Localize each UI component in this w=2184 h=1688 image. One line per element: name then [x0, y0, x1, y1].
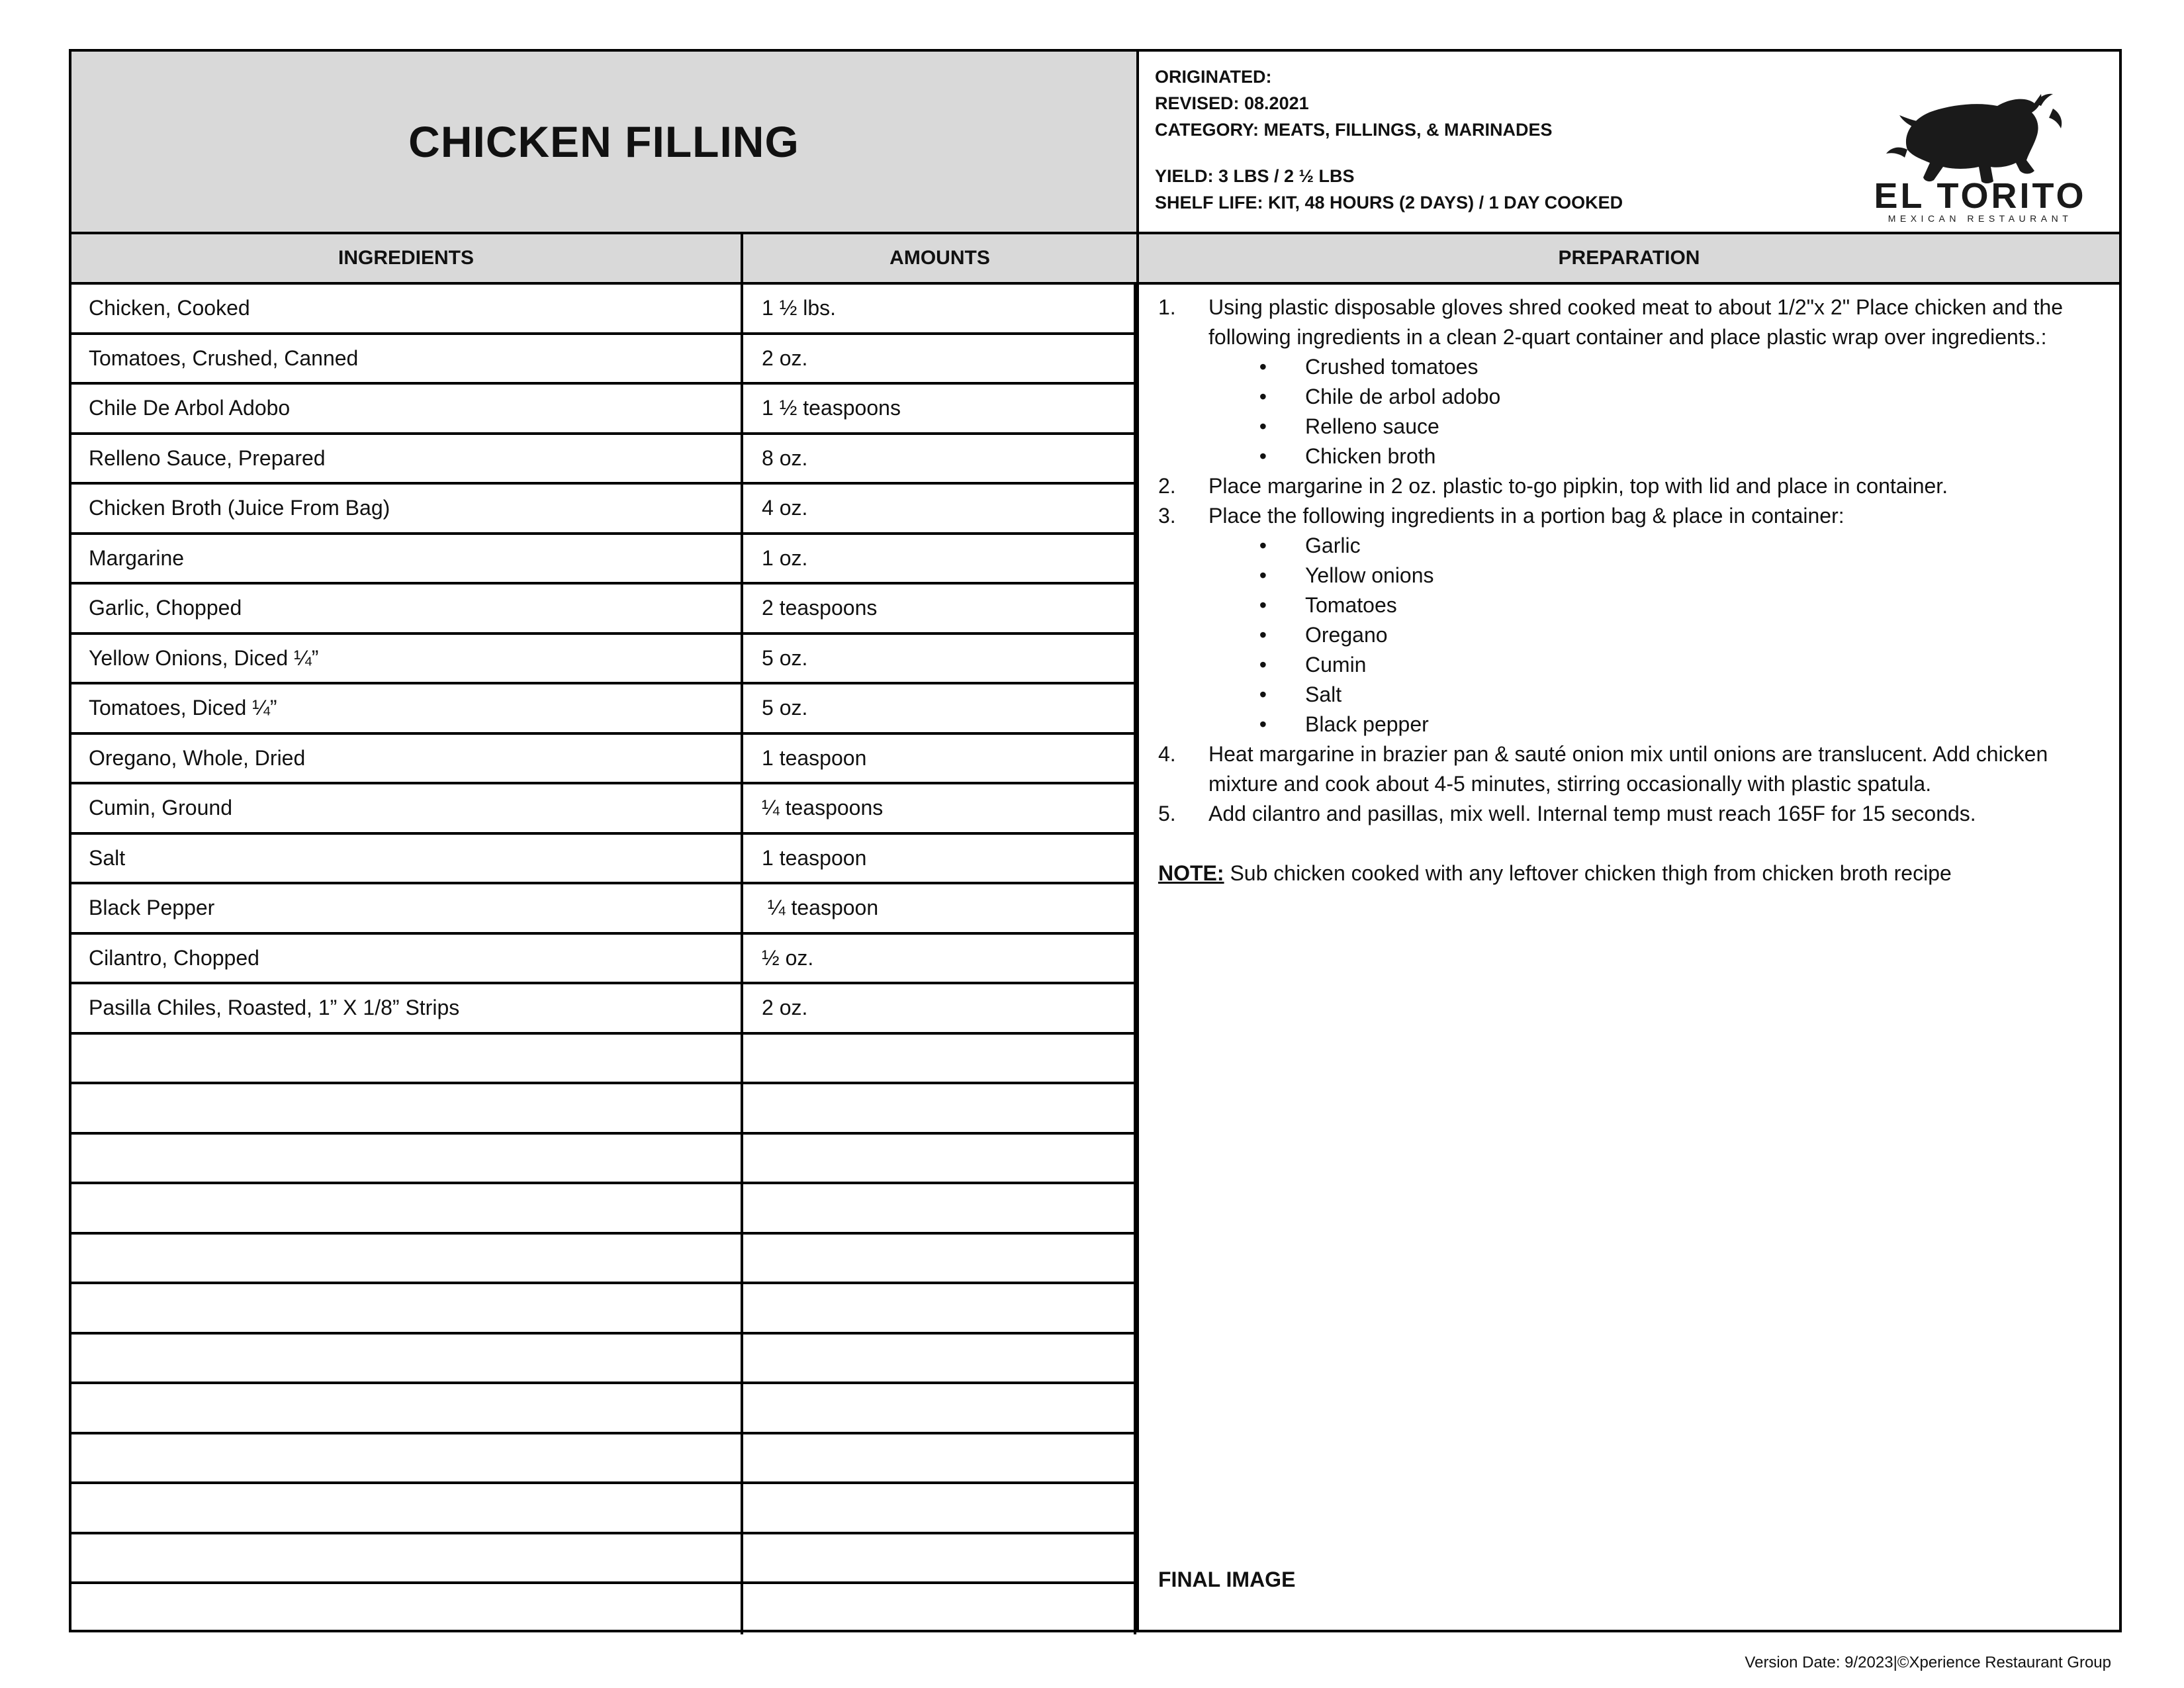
prep-step [1158, 799, 2105, 829]
ingredient-name: Chicken, Cooked [71, 285, 743, 332]
ingredient-name [71, 1135, 743, 1182]
table-row-empty [71, 1384, 1139, 1434]
ingredient-name: Black Pepper [71, 884, 743, 932]
ingredient-name: Yellow Onions, Diced ¼” [71, 635, 743, 682]
ingredient-name: Pasilla Chiles, Roasted, 1” X 1/8” Strips [71, 984, 743, 1032]
ingredient-name: Cilantro, Chopped [71, 935, 743, 982]
ingredient-name: Tomatoes, Crushed, Canned [71, 335, 743, 383]
logo-wordmark: EL TORITO [1874, 176, 2087, 216]
table-row [71, 385, 1139, 435]
bullet-text: Cumin [1305, 653, 1367, 677]
table-row-empty [71, 1284, 1139, 1335]
bullet-icon: • [1259, 593, 1267, 617]
title-cell [71, 52, 1139, 234]
bullet-icon: • [1259, 414, 1267, 438]
bullet-text: Garlic [1305, 534, 1361, 557]
ingredient-name: Oregano, Whole, Dried [71, 735, 743, 782]
ingredient-name: Chicken Broth (Juice From Bag) [71, 485, 743, 532]
step-number: 1. [1158, 295, 1176, 319]
ingredient-name [71, 1284, 743, 1332]
ingredient-name [71, 1184, 743, 1232]
ingredient-amount: ½ oz. [743, 935, 1136, 982]
ingredient-name [71, 1084, 743, 1132]
ingredient-name [71, 1384, 743, 1432]
bullet-icon: • [1259, 534, 1267, 557]
ingredient-name [71, 1584, 743, 1634]
step-text: Using plastic disposable gloves shred cooked meat to about 1/2"x 2" Place chicken and the following ingredients in a clean 2-quart container and place plastic wrap over ingredients.: [1208, 295, 2064, 349]
table-row-empty [71, 1335, 1139, 1385]
ingredient-table [71, 285, 1139, 1634]
info-cell [1139, 52, 2119, 234]
ingredient-amount [743, 1084, 1136, 1132]
yield: YIELD: 3 LBS / 2 ½ LBS [1155, 166, 1355, 186]
bullet-icon: • [1259, 385, 1267, 408]
list-item [1158, 710, 2105, 739]
ingredient-amount [743, 1484, 1136, 1532]
bullet-text: Chile de arbol adobo [1305, 385, 1501, 408]
table-row [71, 784, 1139, 835]
table-row-empty [71, 1184, 1139, 1235]
note-text: Sub chicken cooked with any leftover chicken thigh from chicken broth recipe [1224, 861, 1952, 885]
table-row [71, 485, 1139, 535]
ingredient-amount [743, 1384, 1136, 1432]
ingredient-amount [743, 1284, 1136, 1332]
ingredient-amount [743, 1434, 1136, 1482]
table-row-empty [71, 1584, 1139, 1634]
bullet-text: Chicken broth [1305, 444, 1436, 468]
bullet-icon: • [1259, 712, 1267, 736]
ingredient-amount: 1 ½ lbs. [743, 285, 1136, 332]
table-row [71, 735, 1139, 785]
recipe-card [69, 49, 2122, 1632]
ingredient-name: Garlic, Chopped [71, 585, 743, 632]
table-row-empty [71, 1235, 1139, 1285]
table-row [71, 884, 1139, 935]
ingredient-name [71, 1434, 743, 1482]
recipe-note [1158, 859, 2105, 888]
list-item [1158, 412, 2105, 442]
ingredient-amount [743, 1534, 1136, 1582]
list-item [1158, 650, 2105, 680]
column-divider [741, 234, 743, 1632]
preparation-header: PREPARATION [1139, 234, 2119, 285]
bullet-text: Tomatoes [1305, 593, 1397, 617]
step-text: Place the following ingredients in a portion bag & place in container: [1208, 504, 1844, 528]
ingredient-amount [743, 1235, 1136, 1282]
step-number: 5. [1158, 802, 1176, 825]
ingredients-header: INGREDIENTS [71, 234, 743, 285]
table-row [71, 635, 1139, 685]
table-row-empty [71, 1434, 1139, 1485]
ingredient-amount: 1 teaspoon [743, 735, 1136, 782]
step-bullets [1158, 352, 2105, 471]
bullet-icon: • [1259, 682, 1267, 706]
el-torito-logo [1861, 71, 2099, 224]
step-text: Place margarine in 2 oz. plastic to-go pipkin, top with lid and place in container. [1208, 474, 1948, 498]
table-row [71, 335, 1139, 385]
table-row [71, 285, 1139, 335]
ingredient-amount: ¼ teaspoons [743, 784, 1136, 832]
bullet-text: Crushed tomatoes [1305, 355, 1479, 379]
version-footer: Version Date: 9/2023|©Xperience Restaurant Group [1745, 1654, 2111, 1671]
shelf-life: SHELF LIFE: KIT, 48 HOURS (2 DAYS) / 1 DAY COOKED [1155, 193, 1623, 212]
ingredient-name: Cumin, Ground [71, 784, 743, 832]
table-row [71, 935, 1139, 985]
list-item [1158, 382, 2105, 412]
ingredient-amount [743, 1135, 1136, 1182]
list-item [1158, 442, 2105, 471]
final-image-label: FINAL IMAGE [1158, 1568, 1296, 1591]
bullet-text: Relleno sauce [1305, 414, 1439, 438]
ingredient-amount: ¼ teaspoon [743, 884, 1136, 932]
recipe-title: CHICKEN FILLING [408, 117, 799, 166]
table-row-empty [71, 1135, 1139, 1185]
table-row [71, 435, 1139, 485]
prep-step [1158, 739, 2105, 799]
table-row-empty [71, 1084, 1139, 1135]
prep-step [1158, 501, 2105, 531]
revised: REVISED: 08.2021 [1155, 93, 1309, 113]
ingredient-amount [743, 1184, 1136, 1232]
prep-step [1158, 471, 2105, 501]
recipe-meta [1155, 64, 1623, 216]
bullet-icon: • [1259, 355, 1267, 379]
column-divider [1136, 234, 1139, 1632]
list-item [1158, 352, 2105, 382]
table-row-empty [71, 1534, 1139, 1585]
table-row [71, 984, 1139, 1035]
ingredient-amount: 5 oz. [743, 635, 1136, 682]
step-bullets [1158, 531, 2105, 739]
step-text: Add cilantro and pasillas, mix well. Internal temp must reach 165F for 15 seconds. [1208, 802, 1976, 825]
ingredient-amount [743, 1335, 1136, 1382]
bullet-icon: • [1259, 653, 1267, 677]
ingredient-amount [743, 1035, 1136, 1082]
ingredient-name [71, 1534, 743, 1582]
bullet-text: Yellow onions [1305, 563, 1434, 587]
ingredient-amount: 1 ½ teaspoons [743, 385, 1136, 432]
table-row [71, 835, 1139, 885]
ingredient-amount: 1 oz. [743, 535, 1136, 583]
table-row-empty [71, 1035, 1139, 1085]
list-item [1158, 561, 2105, 590]
ingredient-amount: 4 oz. [743, 485, 1136, 532]
ingredient-amount: 1 teaspoon [743, 835, 1136, 882]
bullet-text: Oregano [1305, 623, 1388, 647]
ingredient-name: Tomatoes, Diced ¼” [71, 684, 743, 732]
category: CATEGORY: MEATS, FILLINGS, & MARINADES [1155, 120, 1553, 140]
ingredient-name [71, 1335, 743, 1382]
ingredient-amount: 2 oz. [743, 984, 1136, 1032]
ingredient-name [71, 1235, 743, 1282]
list-item [1158, 620, 2105, 650]
bullet-text: Black pepper [1305, 712, 1429, 736]
ingredient-name [71, 1484, 743, 1532]
list-item [1158, 531, 2105, 561]
table-row [71, 535, 1139, 585]
bullet-icon: • [1259, 623, 1267, 647]
preparation-steps [1158, 293, 2105, 888]
prep-step [1158, 293, 2105, 352]
note-label: NOTE: [1158, 861, 1224, 885]
ingredient-name: Margarine [71, 535, 743, 583]
ingredient-amount: 2 teaspoons [743, 585, 1136, 632]
amounts-header: AMOUNTS [743, 234, 1139, 285]
ingredient-name: Salt [71, 835, 743, 882]
bullet-text: Salt [1305, 682, 1342, 706]
ingredient-name: Relleno Sauce, Prepared [71, 435, 743, 483]
step-text: Heat margarine in brazier pan & sauté onion mix until onions are translucent. Add chicken mixture and cook about 4-5 minutes, stirring occasionally with plastic spatula. [1208, 742, 2048, 796]
logo-tagline: MEXICAN RESTAURANT [1888, 213, 2073, 224]
ingredient-amount: 5 oz. [743, 684, 1136, 732]
table-row [71, 585, 1139, 635]
originated: ORIGINATED: [1155, 67, 1272, 87]
ingredient-name [71, 1035, 743, 1082]
step-number: 3. [1158, 504, 1176, 528]
step-number: 2. [1158, 474, 1176, 498]
ingredient-amount [743, 1584, 1136, 1634]
table-row-empty [71, 1484, 1139, 1534]
bullet-icon: • [1259, 563, 1267, 587]
bullet-icon: • [1259, 444, 1267, 468]
step-number: 4. [1158, 742, 1176, 766]
ingredient-amount: 2 oz. [743, 335, 1136, 383]
bull-icon [1886, 94, 2062, 183]
table-row [71, 684, 1139, 735]
ingredient-name: Chile De Arbol Adobo [71, 385, 743, 432]
list-item [1158, 680, 2105, 710]
ingredient-amount: 8 oz. [743, 435, 1136, 483]
list-item [1158, 590, 2105, 620]
